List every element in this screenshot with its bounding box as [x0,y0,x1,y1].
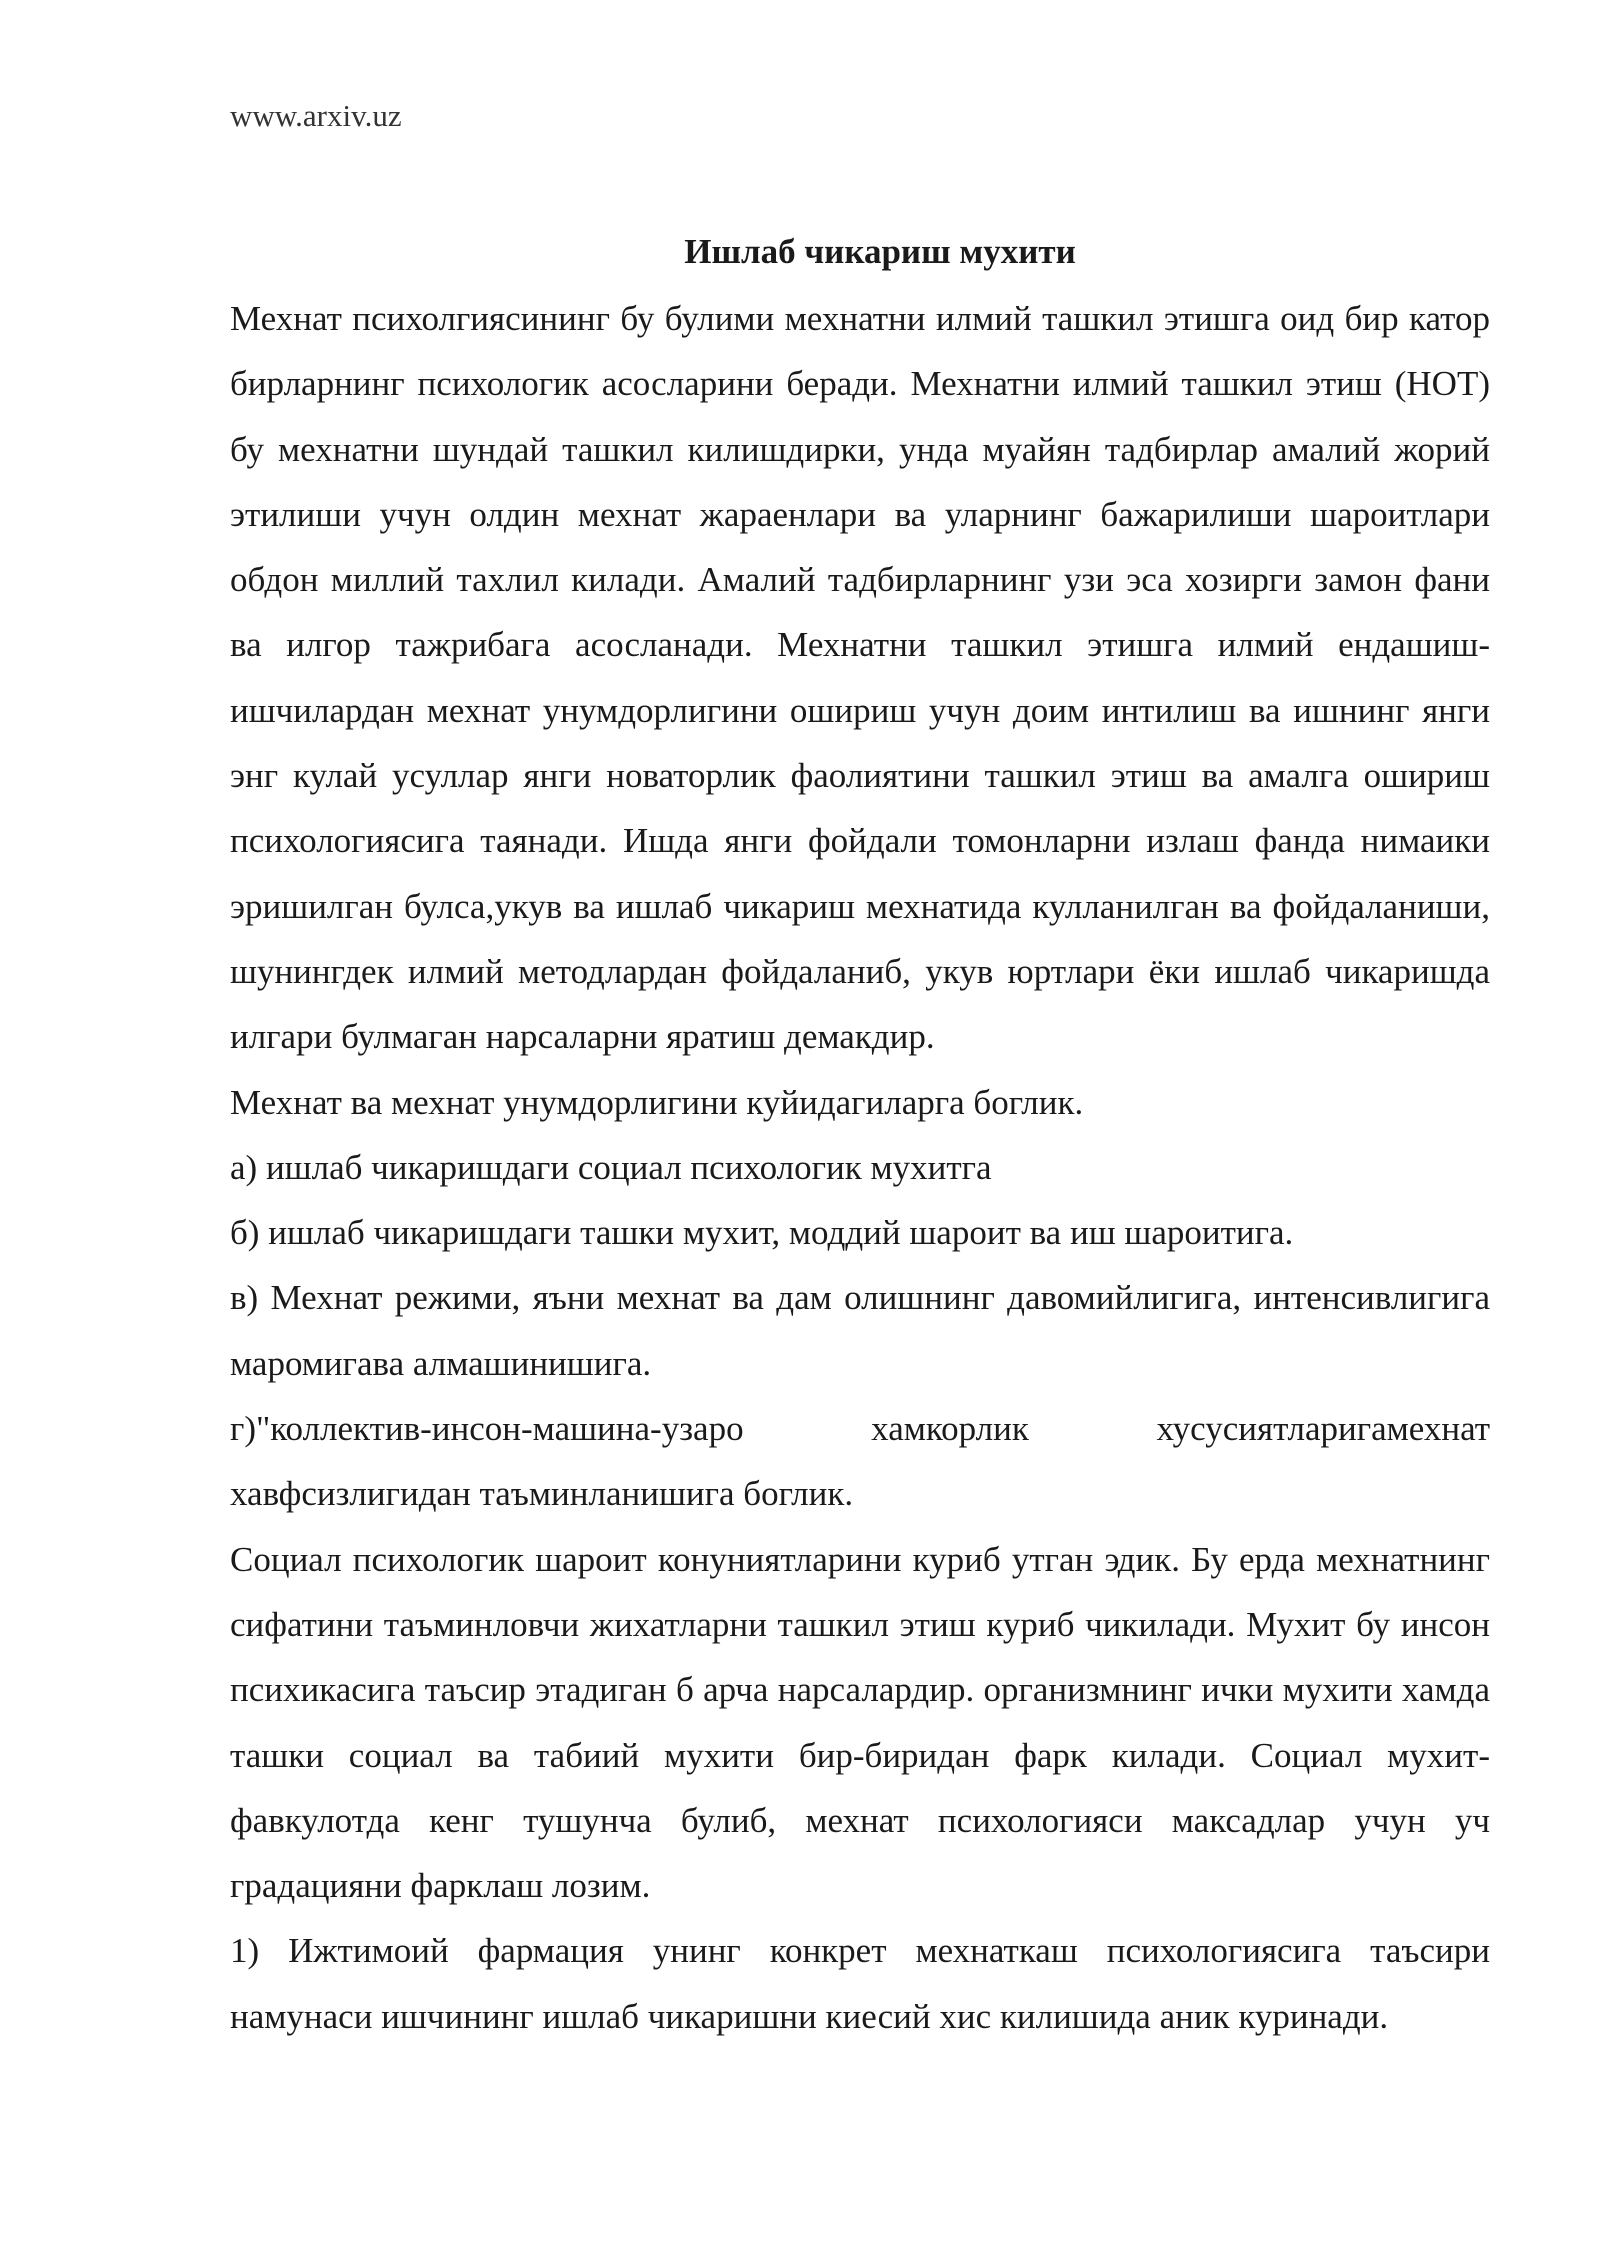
paragraph-social-environment: Социал психологик шароит конуниятларини куриб утган эдик. Бу ерда мехнатнинг сифатини таъминловчи жихатларни ташкил этиш куриб чикилади. Мухит бу инсон психикасига таъсир этадиган б арча нарсалардир. организмнинг ички мухити хамда ташки социал ва табиий мухити бир-биридан фарк килади. Социал мухит- фавкулотда кенг тушунча булиб, мехнат психологияси максадлар учун уч градацияни фарклаш лозим. [230,1539,1490,1906]
list-item-v: в) Мехнат режими, яъни мехнат ва дам олишнинг давомийлигига, интенсивлигига маромигава алмашинишига. [230,1278,1490,1383]
document-body [230,286,1490,2049]
paragraph-intro: Мехнат психолгиясининг бу булими мехнатни илмий ташкил этишга оид бир катор бирларнинг психологик асосларини беради. Мехнатни илмий ташкил этиш (НОТ) бу мехнатни шундай ташкил килишдирки, унда муайян тадбирлар амалий жорий этилиши учун олдин мехнат жараенлари ва уларнинг бажарилиши шароитлари обдон миллий тахлил килади. Амалий тадбирларнинг узи эса хозирги замон фани ва илгор тажрибага асосланади. Мехнатни ташкил этишга илмий ендашиш-ишчилардан мехнат унумдорлигини ошириш учун доим интилиш ва ишнинг янги энг кулай усуллар янги новаторлик фаолиятини ташкил этиш ва амалга ошириш психологиясига таянади. Ишда янги фойдали томонларни излаш фанда нимаики эришилган булса,укув ва ишлаб чикариш мехнатида кулланилган ва фойдаланиши, шунингдек илмий методлардан фойдаланиб, укув юртлари ёки ишлаб чикаришда илгари булмаган нарсаларни яратиш демакдир. [230,299,1490,1057]
list-item-g: г)"коллектив-инсон-машина-узаро хамкорлик хусусиятларигамехнат хавфсизлигидан таъминланишига боглик. [230,1409,1490,1514]
document-title: Ишлаб чикариш мухити [684,232,1076,271]
paragraph-numbered-1: 1) Ижтимоий фармация унинг конкрет мехнаткаш психологиясига таъсири намунаси ишчининг ишлаб чикаришни киесий хис килишида аник куринади. [230,1931,1490,2036]
site-url-header: www.arxiv.uz [230,98,402,133]
list-item-a: а) ишлаб чикаришдаги социал психологик мухитга [230,1147,992,1187]
list-item-b: б) ишлаб чикаришдаги ташки мухит, моддий шароит ва иш шароитига. [230,1213,1294,1253]
paragraph-dependence: Мехнат ва мехнат унумдорлигини куйидагиларга боглик. [230,1082,1084,1122]
